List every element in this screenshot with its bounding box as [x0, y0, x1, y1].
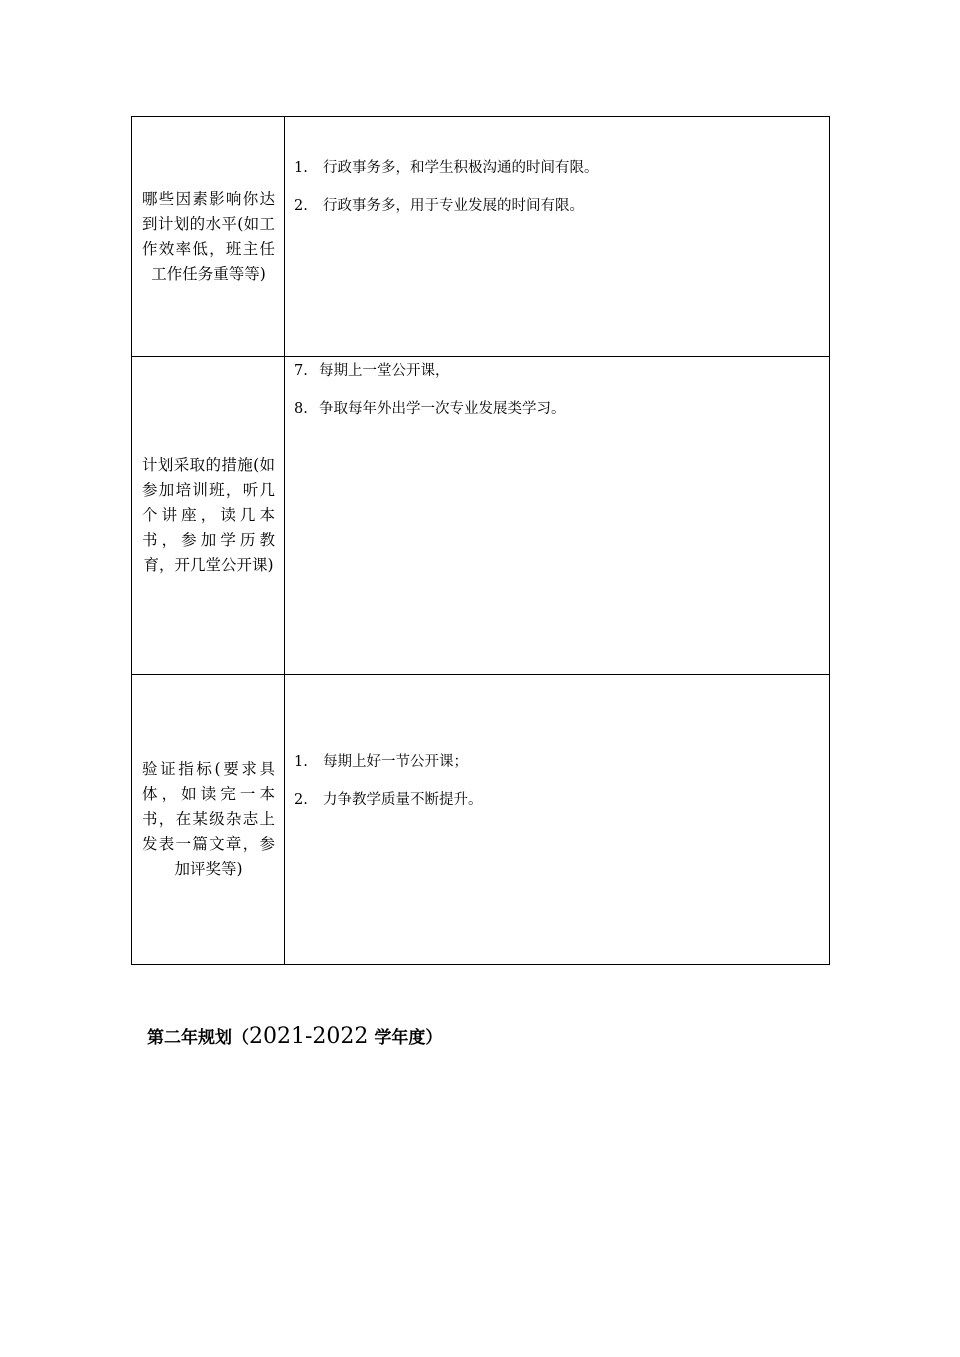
section-heading-suffix: 学年度）	[374, 1028, 443, 1048]
row-label-cell	[132, 117, 285, 357]
row-label-cell	[132, 357, 285, 675]
row-label: 验证指标(要求具体，如读完一本书，在某级杂志上发表一篇文章，参加评奖等)	[142, 760, 275, 878]
item-number: 1.	[294, 160, 308, 176]
item-number: 1.	[294, 754, 308, 770]
item-text: 行政事务多，和学生积极沟通的时间有限。	[323, 160, 599, 176]
list-item	[285, 790, 829, 810]
item-number: 8.	[294, 401, 308, 417]
item-text: 每期上一堂公开课，	[319, 363, 450, 379]
list-item	[285, 399, 829, 419]
list-item	[285, 752, 829, 772]
item-number: 2.	[294, 198, 308, 214]
item-text: 争取每年外出学一次专业发展类学习。	[319, 401, 566, 417]
row-content-cell	[285, 117, 830, 357]
list-item	[285, 158, 829, 178]
item-number: 7.	[294, 363, 308, 379]
section-heading	[147, 1022, 442, 1053]
table-row	[132, 675, 830, 965]
list-item	[285, 196, 829, 216]
list-item	[285, 361, 829, 381]
item-text: 每期上好一节公开课；	[323, 754, 468, 770]
item-text: 行政事务多，用于专业发展的时间有限。	[323, 198, 584, 214]
table-row	[132, 357, 830, 675]
section-heading-years: 2021-2022	[249, 1024, 369, 1049]
row-label: 计划采取的措施(如参加培训班，听几个讲座，读几本书，参加学历教育，开几堂公开课)	[142, 456, 275, 574]
item-text: 力争教学质量不断提升。	[323, 792, 483, 808]
plan-table	[131, 116, 830, 965]
item-number: 2.	[294, 792, 308, 808]
row-content-cell	[285, 675, 830, 965]
section-heading-prefix: 第二年规划（	[147, 1028, 249, 1048]
row-label: 哪些因素影响你达到计划的水平(如工作效率低，班主任工作任务重等等)	[142, 189, 275, 283]
row-content-cell	[285, 357, 830, 675]
row-label-cell	[132, 675, 285, 965]
table-row	[132, 117, 830, 357]
